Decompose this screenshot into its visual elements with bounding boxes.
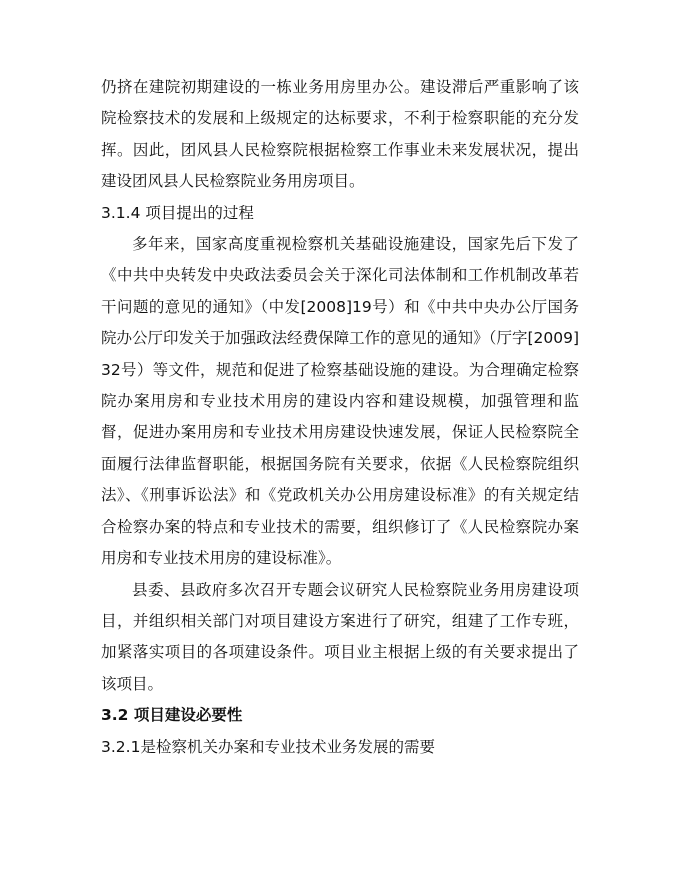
document-body [101,72,579,763]
heading-3-2-1: 3.2.1是检察机关办案和专业技术业务发展的需要 [101,737,435,756]
heading-3-1-4: 3.1.4 项目提出的过程 [101,203,254,222]
paragraph-continuation: 仍挤在建院初期建设的一栋业务用房里办公。建设滞后严重影响了该院检察技术的发展和上级规定的达标要求，不利于检察职能的充分发挥。因此，团风县人民检察院根据检察工作事业未来发展状况，提出建设团风县人民检察院业务用房项目。 [101,78,579,191]
paragraph-process-2: 县委、县政府多次召开专题会议研究人民检察院业务用房建设项目，并组织相关部门对项目建设方案进行了研究，组建了工作专班，加紧落实项目的各项建设条件。项目业主根据上级的有关要求提出了该项目。 [101,580,579,693]
paragraph-process-1: 多年来，国家高度重视检察机关基础设施建设，国家先后下发了《中共中央转发中央政法委员会关于深化司法体制和工作机制改革若干问题的意见的通知》（中发[2008]19号）和《中共中央办公厅国务院办公厅印发关于加强政法经费保障工作的意见的通知》（厅字[2009]32号）等文件，规范和促进了检察基础设施的建设。为合理确定检察院办案用房和专业技术用房的建设内容和建设规模，加强管理和监督，促进办案用房和专业技术用房建设快速发展，保证人民检察院全面履行法律监督职能，根据国务院有关要求，依据《人民检察院组织法》、《刑事诉讼法》和《党政机关办公用房建设标准》的有关规定结合检察办案的特点和专业技术的需要，组织修订了《人民检察院办案用房和专业技术用房的建设标准》。 [101,235,580,568]
heading-3-2: 3.2 项目建设必要性 [101,706,243,725]
